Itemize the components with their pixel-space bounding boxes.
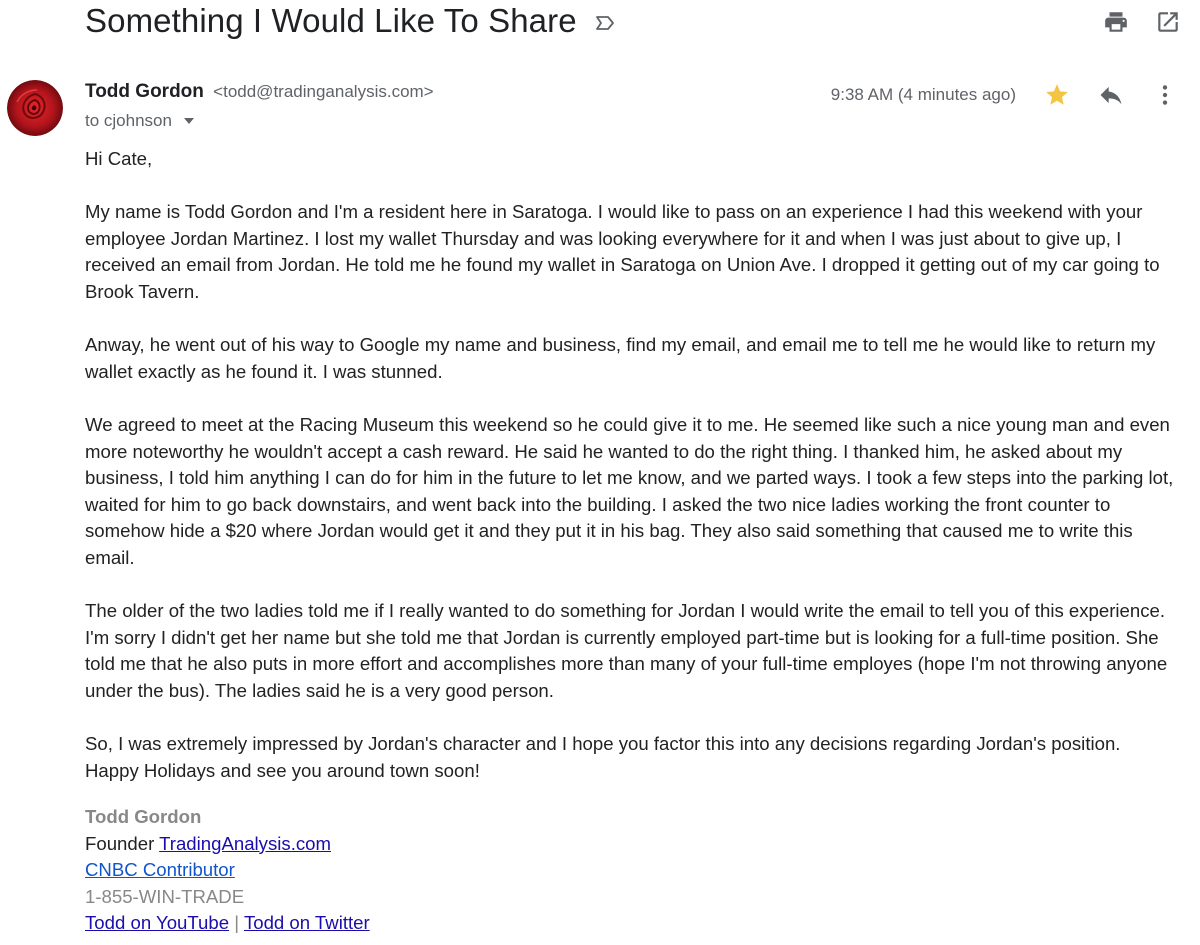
body-paragraph: My name is Todd Gordon and I'm a resident here in Saratoga. I would like to pass on an experience I had this weekend with your employee Jordan Martinez. I lost my wallet Thursday and was looking everywhere for it and when I was just about to give up, I received an email from Jordan. He told me he found my wallet in Saratoga on Union Ave. I dropped it getting out of my car going to Brook Tavern.: [85, 201, 1160, 302]
signature-title-prefix: Founder: [85, 832, 155, 854]
message-meta: [831, 80, 1180, 110]
print-icon[interactable]: [1102, 8, 1130, 36]
label-outline-icon[interactable]: [593, 11, 617, 35]
reply-icon[interactable]: [1096, 80, 1126, 110]
email-subject: Something I Would Like To Share: [85, 2, 577, 39]
cnbc-contributor-link[interactable]: CNBC Contributor: [85, 859, 235, 881]
social-links: [85, 910, 370, 937]
star-icon[interactable]: [1042, 80, 1072, 110]
greeting: Hi Cate,: [85, 148, 153, 169]
signature-title: [85, 831, 370, 858]
timestamp: 9:38 AM (4 minutes ago): [830, 85, 1016, 104]
avatar[interactable]: [7, 80, 63, 136]
company-link[interactable]: TradingAnalysis.com: [159, 832, 331, 854]
recipient-row[interactable]: [85, 111, 196, 131]
subject-row: [85, 0, 617, 42]
body-paragraph: Anway, he went out of his way to Google my name and business, find my email, and email me to tell me he would like to return my wallet exactly as he found it. I was stunned.: [85, 334, 1156, 382]
sender-email: <todd@tradinganalysis.com>: [213, 82, 434, 101]
body-paragraph: So, I was extremely impressed by Jordan's character and I hope you factor this into any decisions regarding Jordan's position. Happy Holidays and see you around town soon!: [85, 733, 1121, 781]
caret-down-icon[interactable]: [182, 116, 196, 126]
more-vert-icon[interactable]: [1150, 80, 1180, 110]
body-paragraph: The older of the two ladies told me if I really wanted to do something for Jordan I would write the email to tell you of this experience. I'm sorry I didn't get her name but she told me that Jordan is currently employed part-time but is looking for a full-time position. She told me that he also puts in more effort and accomplishes more than many of your full-time employes (hope I'm not throwing anyone under the bus). The ladies said he is a very good person.: [85, 600, 1168, 701]
signature: [85, 804, 370, 937]
body-paragraph: We agreed to meet at the Racing Museum this weekend so he could give it to me. He seemed like such a nice young man and even more noteworthy he wouldn't accept a cash reward. He said he wanted to do the right thing. I thanked him, he asked about my business, I told him anything I can do for him in the future to let me know, and we parted ways. I took a few steps into the parking lot, waited for him to go back downstairs, and went back into the building. I asked the two nice ladies working the front counter to somehow hide a $20 where Jordan would get it and they put it in his bag. They also said something that caused me to write this email.: [85, 413, 1174, 568]
sender-row: [85, 81, 434, 103]
open-in-new-icon[interactable]: [1154, 8, 1182, 36]
signature-phone: 1-855-WIN-TRADE: [85, 885, 245, 907]
twitter-link[interactable]: Todd on Twitter: [243, 912, 370, 934]
link-separator: |: [234, 912, 240, 934]
youtube-link[interactable]: Todd on YouTube: [85, 912, 230, 934]
recipient-label: to cjohnson: [85, 111, 172, 130]
sender-name[interactable]: Todd Gordon: [85, 81, 204, 102]
email-body: [85, 146, 1175, 811]
top-actions: [1102, 8, 1182, 36]
signature-name: Todd Gordon: [85, 806, 202, 827]
